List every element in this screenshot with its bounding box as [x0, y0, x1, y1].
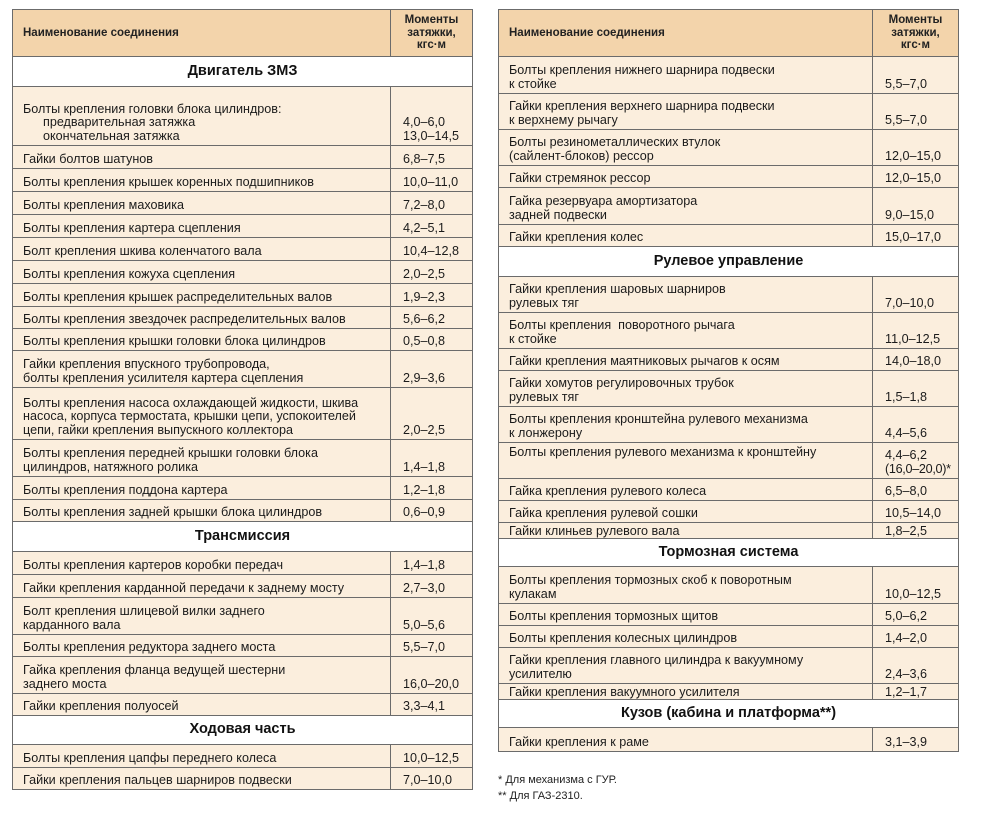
footnote: * Для механизма с ГУР. [498, 774, 617, 786]
row-name: Болты крепления кожуха сцепления [13, 261, 391, 284]
table-row [13, 87, 473, 146]
table-row [13, 146, 473, 169]
row-value: 1,4–1,8 [391, 440, 473, 477]
table-header [13, 10, 473, 57]
row-value: 5,0–6,2 [873, 604, 959, 626]
table-row [13, 261, 473, 284]
row-value: 12,0–15,0 [873, 166, 959, 188]
row-value: 3,3–4,1 [391, 694, 473, 716]
row-name: Гайки крепления колес [499, 225, 873, 247]
footnote: ** Для ГАЗ-2310. [498, 790, 583, 802]
table-row [499, 567, 959, 604]
row-name: Болты крепления рулевого механизма к кронштейну [499, 443, 873, 479]
name-column-header: Наименование соединения [13, 10, 391, 57]
row-name: Болт крепления шкива коленчатого вала [13, 238, 391, 261]
row-name: Болты крепления тормозных скоб к поворотным кулакам [499, 567, 873, 604]
row-value: 4,2–5,1 [391, 215, 473, 238]
row-value: 1,5–1,8 [873, 371, 959, 407]
table-row [499, 523, 959, 539]
left-table-column [12, 9, 472, 790]
row-name: Гайки крепления главного цилиндра к вакуумному усилителю [499, 648, 873, 684]
row-name: Гайка резервуара амортизатора задней подвески [499, 188, 873, 225]
row-value: 10,0–12,5 [391, 745, 473, 768]
row-name: Болты крепления задней крышки блока цилиндров [13, 500, 391, 522]
row-value: 1,2–1,7 [873, 684, 959, 700]
table-row [13, 635, 473, 657]
table-row [13, 238, 473, 261]
row-name: Гайки крепления к раме [499, 728, 873, 752]
table-row [499, 407, 959, 443]
section-header: Двигатель ЗМЗ [13, 57, 473, 87]
row-value: 4,4–6,2 (16,0–20,0)* [873, 443, 959, 479]
row-value: 11,0–12,5 [873, 313, 959, 349]
table-row [13, 552, 473, 575]
row-value: 6,8–7,5 [391, 146, 473, 169]
table-header [499, 10, 959, 57]
row-name: Болты крепления крышек распределительных валов [13, 284, 391, 307]
row-name: Болты крепления головки блока цилиндров: предварительная затяжка окончательная затяжка [13, 87, 391, 146]
row-name: Болты крепления нижнего шарнира подвески к стойке [499, 57, 873, 94]
row-name: Болты крепления картера сцепления [13, 215, 391, 238]
section-header: Трансмиссия [13, 522, 473, 552]
row-name: Гайки крепления пальцев шарниров подвески [13, 768, 391, 790]
row-value: 7,2–8,0 [391, 192, 473, 215]
row-value: 9,0–15,0 [873, 188, 959, 225]
row-value: 0,6–0,9 [391, 500, 473, 522]
table-row [13, 351, 473, 388]
row-name: Гайки стремянок рессор [499, 166, 873, 188]
table-row [499, 313, 959, 349]
row-value: 4,0–6,0 13,0–14,5 [391, 87, 473, 146]
row-name: Болты крепления тормозных щитов [499, 604, 873, 626]
row-name: Болты крепления колесных цилиндров [499, 626, 873, 648]
row-value: 2,4–3,6 [873, 648, 959, 684]
table-row [13, 500, 473, 522]
row-name: Гайки клиньев рулевого вала [499, 523, 873, 539]
table-row [499, 166, 959, 188]
row-name: Болты крепления кронштейна рулевого механизма к лонжерону [499, 407, 873, 443]
row-name: Болты крепления крышки головки блока цилиндров [13, 329, 391, 351]
row-value: 1,2–1,8 [391, 477, 473, 500]
torque-table-right [498, 9, 959, 752]
right-table-column [498, 9, 958, 752]
row-value: 5,5–7,0 [873, 57, 959, 94]
table-row [499, 684, 959, 700]
table-row [13, 440, 473, 477]
row-value: 10,0–11,0 [391, 169, 473, 192]
row-value: 16,0–20,0 [391, 657, 473, 694]
row-value: 15,0–17,0 [873, 225, 959, 247]
row-name: Болты крепления насоса охлаждающей жидкости, шкива насоса, корпуса термостата, крышки цепи, успокоителей цепи, гайки крепления выпускного коллектора [13, 388, 391, 440]
row-value: 5,5–7,0 [391, 635, 473, 657]
row-value: 3,1–3,9 [873, 728, 959, 752]
row-name: Болты крепления цапфы переднего колеса [13, 745, 391, 768]
table-row [499, 479, 959, 501]
row-value: 7,0–10,0 [873, 277, 959, 313]
table-row [13, 192, 473, 215]
row-value: 2,7–3,0 [391, 575, 473, 598]
row-name: Гайка крепления фланца ведущей шестерни заднего моста [13, 657, 391, 694]
row-name: Гайки крепления карданной передачи к заднему мосту [13, 575, 391, 598]
table-row [499, 604, 959, 626]
section-header: Ходовая часть [13, 716, 473, 745]
name-column-header: Наименование соединения [499, 10, 873, 57]
row-name: Болты резинометаллических втулок (сайлент-блоков) рессор [499, 130, 873, 166]
row-name: Болты крепления редуктора заднего моста [13, 635, 391, 657]
table-row [13, 768, 473, 790]
table-row [499, 349, 959, 371]
section-header: Тормозная система [499, 539, 959, 567]
row-value: 2,0–2,5 [391, 261, 473, 284]
row-value: 1,9–2,3 [391, 284, 473, 307]
table-row [499, 57, 959, 94]
table-row [499, 728, 959, 752]
row-name: Болты крепления передней крышки головки блока цилиндров, натяжного ролика [13, 440, 391, 477]
row-name: Болты крепления крышек коренных подшипников [13, 169, 391, 192]
table-row [499, 626, 959, 648]
table-row [499, 443, 959, 479]
row-value: 10,0–12,5 [873, 567, 959, 604]
table-row [499, 130, 959, 166]
row-value: 2,0–2,5 [391, 388, 473, 440]
row-value: 0,5–0,8 [391, 329, 473, 351]
row-name: Гайки крепления полуосей [13, 694, 391, 716]
table-row [499, 371, 959, 407]
table-row [13, 575, 473, 598]
row-value: 1,4–1,8 [391, 552, 473, 575]
table-row [13, 598, 473, 635]
row-name: Болты крепления звездочек распределительных валов [13, 307, 391, 329]
table-row [13, 284, 473, 307]
row-name: Гайка крепления рулевой сошки [499, 501, 873, 523]
table-row [499, 225, 959, 247]
torque-table-left [12, 9, 473, 790]
value-column-header: Моменты затяжки, кгс·м [391, 10, 473, 57]
row-value: 10,4–12,8 [391, 238, 473, 261]
row-name: Болты крепления поворотного рычага к стойке [499, 313, 873, 349]
table-row [499, 188, 959, 225]
table-row [499, 648, 959, 684]
row-name: Гайки крепления шаровых шарниров рулевых тяг [499, 277, 873, 313]
row-name: Болты крепления картеров коробки передач [13, 552, 391, 575]
row-value: 5,0–5,6 [391, 598, 473, 635]
row-name: Гайка крепления рулевого колеса [499, 479, 873, 501]
section-header: Кузов (кабина и платформа**) [499, 700, 959, 728]
row-value: 10,5–14,0 [873, 501, 959, 523]
row-value: 2,9–3,6 [391, 351, 473, 388]
row-value: 4,4–5,6 [873, 407, 959, 443]
table-row [499, 94, 959, 130]
row-name: Гайки крепления вакуумного усилителя [499, 684, 873, 700]
row-name: Гайки крепления маятниковых рычагов к осям [499, 349, 873, 371]
row-name: Гайки хомутов регулировочных трубок рулевых тяг [499, 371, 873, 407]
row-value: 7,0–10,0 [391, 768, 473, 790]
table-row [13, 477, 473, 500]
table-row [13, 694, 473, 716]
row-name: Болт крепления шлицевой вилки заднего карданного вала [13, 598, 391, 635]
row-value: 5,6–6,2 [391, 307, 473, 329]
table-row [13, 745, 473, 768]
row-name: Болты крепления маховика [13, 192, 391, 215]
value-column-header: Моменты затяжки, кгс·м [873, 10, 959, 57]
table-row [499, 501, 959, 523]
table-row [499, 277, 959, 313]
row-name: Гайки крепления верхнего шарнира подвески к верхнему рычагу [499, 94, 873, 130]
row-value: 12,0–15,0 [873, 130, 959, 166]
table-row [13, 215, 473, 238]
table-row [13, 329, 473, 351]
row-value: 1,8–2,5 [873, 523, 959, 539]
row-name: Гайки болтов шатунов [13, 146, 391, 169]
row-value: 5,5–7,0 [873, 94, 959, 130]
table-row [13, 388, 473, 440]
row-value: 14,0–18,0 [873, 349, 959, 371]
row-name: Гайки крепления впускного трубопровода, болты крепления усилителя картера сцепления [13, 351, 391, 388]
section-header: Рулевое управление [499, 247, 959, 277]
footnotes [498, 772, 617, 804]
row-value: 6,5–8,0 [873, 479, 959, 501]
table-row [13, 657, 473, 694]
table-row [13, 307, 473, 329]
table-row [13, 169, 473, 192]
row-name: Болты крепления поддона картера [13, 477, 391, 500]
row-value: 1,4–2,0 [873, 626, 959, 648]
